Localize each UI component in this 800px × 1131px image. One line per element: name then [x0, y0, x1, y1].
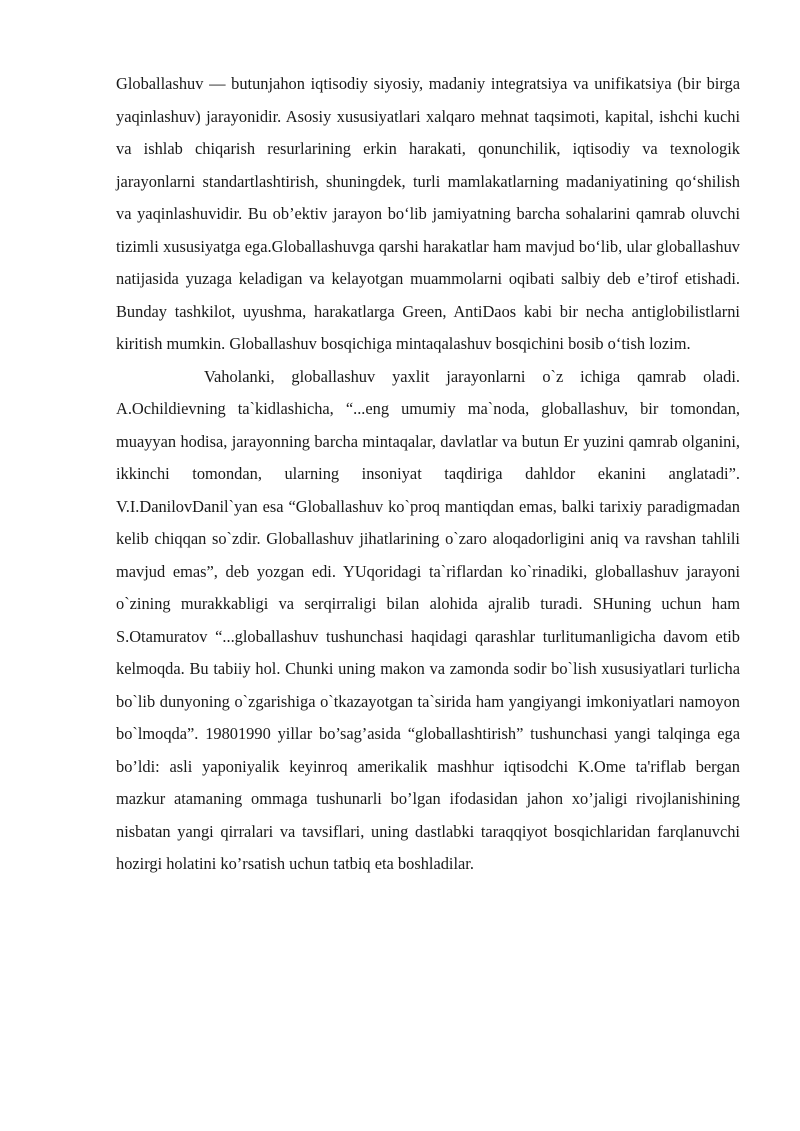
document-page — [116, 68, 740, 881]
paragraph-globalization-definition: Globallashuv — butunjahon iqtisodiy siyosiy, madaniy integratsiya va unifikatsiya (bir birga yaqinlashuv) jarayonidir. Asosiy xususiyatlari xalqaro mehnat taqsimoti, kapital, ishchi kuchi va ishlab chiqarish resurlarining erkin harakati, qonunchilik, iqtisodiy va texnologik jarayonlarni standartlashtirish, shuningdek, turli mamlakatlarning madaniyatining qo‘shilish va yaqinlashuvidir. Bu ob’ektiv jarayon bo‘lib jamiyatning barcha sohalarini qamrab oluvchi tizimli xususiyatga ega.Globallashuvga qarshi harakatlar ham mavjud bo‘lib, ular globallashuv natijasida yuzaga keladigan va kelayotgan muammolarni oqibati salbiy deb e’tirof etishadi. Bunday tashkilot, uyushma, harakatlarga Green, AntiDaos kabi bir necha antiglobilistlarni kiritish mumkin. Globallashuv bosqichiga mintaqalashuv bosqichini bosib o‘tish lozim. — [116, 74, 740, 353]
paragraph-globalization-interpretations: Vaholanki, globallashuv yaxlit jarayonlarni o`z ichiga qamrab oladi. A.Ochildievning ta`kidlashicha, “...eng umumiy ma`noda, globallashuv, bir tomondan, muayyan hodisa, jarayonning barcha mintaqalar, davlatlar va butun Er yuzini qamrab olganini, ikkinchi tomondan, ularning insoniyat taqdiriga dahldor ekanini anglatadi”. V.I.DanilovDanil`yan esa “Globallashuv ko`proq mantiqdan emas, balki tarixiy paradigmadan kelib chiqqan so`zdir. Globallashuv jihatlarining o`zaro aloqadorligini aniq va ravshan tahlili mavjud emas”, deb yozgan edi. YUqoridagi ta`riflardan ko`rinadiki, globallashuv jarayoni o`zining murakkabligi va serqirraligi bilan alohida ajralib turadi. SHuning uchun ham S.Otamuratov “...globallashuv tushunchasi haqidagi qarashlar turlitumanligicha davom etib kelmoqda. Bu tabiiy hol. Chunki uning makon va zamonda sodir bo`lish xususiyatlari turlicha bo`lib dunyoning o`zgarishiga o`tkazayotgan ta`sirida ham yangiyangi imkoniyatlari namoyon bo`lmoqda”. 19801990 yillar bo’sag’asida “globallashtirish” tushunchasi yangi talqinga ega bo’ldi: asli yaponiyalik keyinroq amerikalik mashhur iqtisodchi K.Ome ta'riflab bergan mazkur atamaning ommaga tushunarli bo’lgan ifodasidan jahon xo’jaligi rivojlanishining nisbatan yangi qirralari va tavsiflari, uning dastlabki taraqqiyot bosqichlaridan farqlanuvchi hozirgi holatini ko’rsatish uchun tatbiq eta boshladilar. — [116, 366, 740, 873]
